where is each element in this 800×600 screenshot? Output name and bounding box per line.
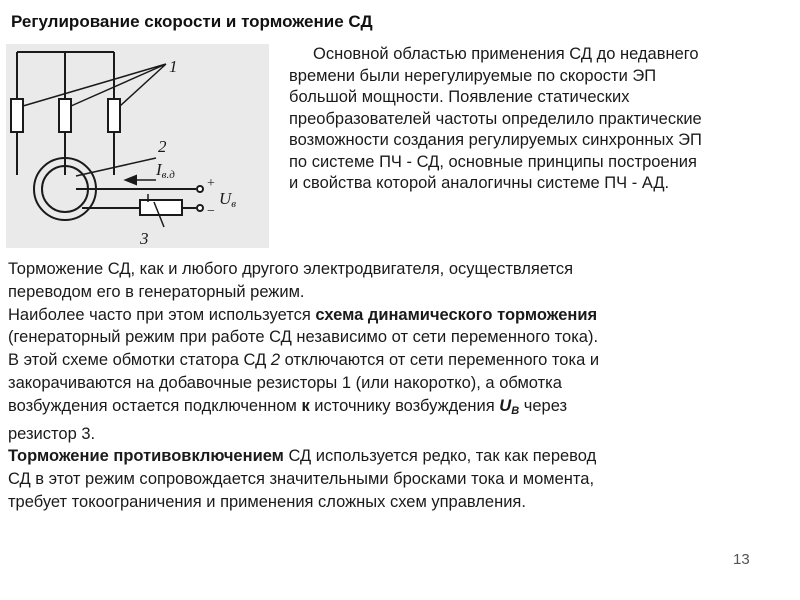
resistor-1-left <box>11 99 23 132</box>
intro-line: времени были нерегулируемые по скорости ЭП <box>289 66 657 85</box>
stator-reference: 2 <box>270 351 281 370</box>
excitation-voltage-symbol: U <box>499 396 512 415</box>
excitation-voltage-subscript: в <box>231 198 237 210</box>
dynamic-braking-term: схема динамического торможения <box>315 305 598 324</box>
body-text-segment: возбуждения остается подключенном <box>8 396 302 415</box>
body-text-segment: источнику возбуждения <box>309 396 500 415</box>
page-number: 13 <box>733 551 750 568</box>
excitation-current-label <box>155 160 175 181</box>
callout-3-label: 3 <box>140 229 149 248</box>
intro-paragraph <box>289 44 789 195</box>
body-line <box>8 445 768 468</box>
resistor-1-middle <box>59 99 71 132</box>
excitation-voltage-subscript: В <box>511 404 520 417</box>
body-text-segment: Наиболее часто при этом используется <box>8 305 316 324</box>
plus-sign: + <box>207 176 215 191</box>
body-text-segment: отключаются от сети переменного тока и <box>280 351 600 370</box>
excitation-voltage-label <box>219 189 236 210</box>
intro-line: по системе ПЧ - СД, основные принципы построения <box>289 152 697 171</box>
intro-line: преобразователей частоты определило практические <box>289 109 702 128</box>
circuit-diagram <box>6 44 269 248</box>
excitation-voltage-symbol: U <box>219 189 232 208</box>
body-line <box>8 395 768 423</box>
body-line: СД в этот режим сопровождается значительными бросками тока и момента, <box>8 470 595 489</box>
body-line: переводом его в генераторный режим. <box>8 282 305 301</box>
bold-preposition: к <box>301 396 310 415</box>
body-text-segment: через <box>519 396 568 415</box>
braking-description <box>8 258 768 514</box>
body-line: Торможение СД, как и любого другого электродвигателя, осуществляется <box>8 260 574 278</box>
callout-2-label: 2 <box>158 137 167 156</box>
resistor-3 <box>140 200 182 215</box>
intro-line: и свойства которой аналогичны системе ПЧ - АД. <box>289 174 670 192</box>
circuit-diagram-drawing <box>6 44 269 248</box>
body-line: требует токоограничения и применения сложных схем управления. <box>8 492 526 511</box>
body-text-segment: В этой схеме обмотки статора СД <box>8 351 271 370</box>
current-arrowhead <box>126 176 136 184</box>
intro-line: возможности создания регулируемых синхронных ЭП <box>289 131 702 149</box>
body-line: резистор 3. <box>8 424 96 443</box>
excitation-current-symbol: I <box>156 160 162 179</box>
body-line <box>8 304 768 327</box>
excitation-current-subscript: в.д <box>161 169 175 181</box>
counter-braking-term: Торможение противовключением <box>8 447 284 466</box>
resistor-1-right <box>108 99 120 132</box>
body-line: (генераторный режим при работе СД независимо от сети переменного тока). <box>8 328 599 347</box>
body-text-segment: СД используется редко, так как перевод <box>283 447 597 466</box>
body-line: закорачиваются на добавочные резисторы 1 (или накоротко), а обмотка <box>8 373 562 392</box>
minus-terminal <box>197 205 203 211</box>
intro-line: большой мощности. Появление статических <box>289 88 630 106</box>
minus-sign: − <box>207 204 215 219</box>
intro-line: Основной областью применения СД до недавнего <box>313 45 699 63</box>
callout-1-label: 1 <box>169 57 178 76</box>
plus-terminal <box>197 186 203 192</box>
slide-title: Регулирование скорости и торможение СД <box>11 12 373 31</box>
callout-1-leaders <box>23 64 166 106</box>
body-line <box>8 349 768 372</box>
